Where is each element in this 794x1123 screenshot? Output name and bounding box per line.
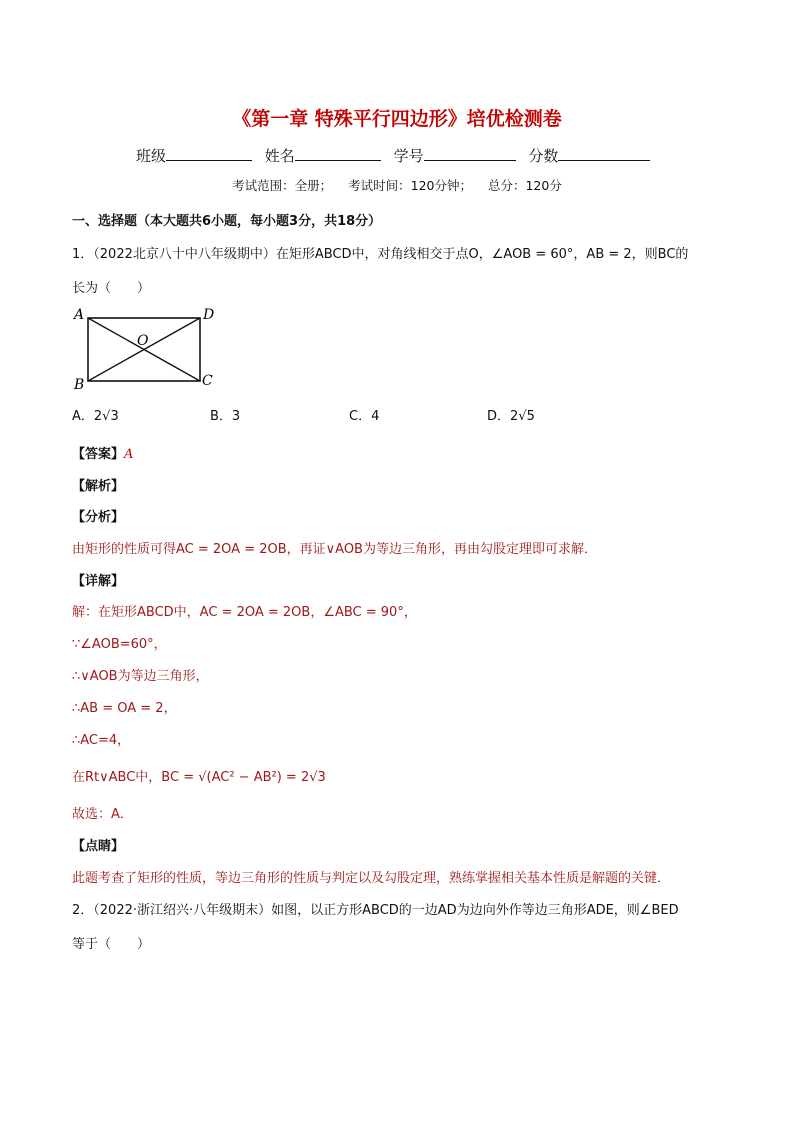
option-a[interactable] xyxy=(72,405,119,424)
question-2-stem-line-1: 2．（2022·浙江绍兴·八年级期末）如图，以正方形ABCD的一边AD为边向外作等边三角形ADE，则∠BED xyxy=(72,903,679,918)
exam-time: 考试时间：120分钟； xyxy=(348,178,472,193)
option-c-value: 4 xyxy=(371,409,380,424)
class-label: 班级 xyxy=(136,147,167,165)
question-1-stem-line-2: 长为（ ） xyxy=(72,281,151,296)
vertex-label-c: C xyxy=(202,373,213,389)
detail-line-1: 解：在矩形ABCD中，AC = 2OA = 2OB，∠ABC = 90°， xyxy=(72,605,417,620)
answer-value: A xyxy=(124,447,134,462)
score-label: 分数 xyxy=(528,147,559,165)
analysis-tag: 【解析】 xyxy=(72,479,125,494)
page-title: 《第一章 特殊平行四边形》培优检测卷 xyxy=(232,108,562,130)
option-d[interactable] xyxy=(487,405,535,424)
detail-line-6: 在Rt∨ABC中，BC = √(AC² − AB²) = 2√3 xyxy=(72,770,326,785)
class-blank[interactable] xyxy=(166,146,252,161)
name-blank[interactable] xyxy=(295,146,381,161)
student-info-row xyxy=(136,145,658,166)
comment-tag: 【点睛】 xyxy=(72,839,125,854)
answer-line xyxy=(72,443,133,462)
vertex-label-b: B xyxy=(74,377,85,390)
score-blank[interactable] xyxy=(558,146,650,161)
detail-line-7: 故选：A． xyxy=(72,807,133,822)
detail-line-4: ∴AB = OA = 2， xyxy=(72,701,177,716)
fenxi-text: 由矩形的性质可得AC = 2OA = 2OB，再证∨AOB为等边三角形，再由勾股定理即可求解． xyxy=(72,542,597,557)
option-c-letter: C． xyxy=(349,409,372,424)
rectangle-figure xyxy=(72,305,232,390)
student-id-blank[interactable] xyxy=(424,146,516,161)
section-heading: 一、选择题（本大题共6小题，每小题3分，共18分） xyxy=(72,214,382,229)
option-b-letter: B． xyxy=(210,409,232,424)
question-2-stem-line-2: 等于（ ） xyxy=(72,937,151,952)
center-label-o: O xyxy=(137,333,149,349)
exam-meta xyxy=(0,176,794,194)
option-a-value: 2√3 xyxy=(93,409,119,424)
option-c[interactable] xyxy=(349,405,379,424)
exam-range: 考试范围：全册； xyxy=(232,178,333,193)
option-b[interactable] xyxy=(210,405,240,424)
detail-line-2: ∵∠AOB=60°， xyxy=(72,637,167,652)
student-id-label: 学号 xyxy=(393,147,424,165)
option-a-letter: A． xyxy=(72,409,94,424)
detail-line-3: ∴∨AOB为等边三角形， xyxy=(72,669,209,684)
detail-tag: 【详解】 xyxy=(72,574,125,589)
option-d-value: 2√5 xyxy=(510,409,535,424)
fenxi-tag: 【分析】 xyxy=(72,510,125,525)
exam-total: 总分：120分 xyxy=(487,178,562,193)
vertex-label-a: A xyxy=(74,307,85,323)
name-label: 姓名 xyxy=(264,147,295,165)
question-1-stem-line-1: 1．（2022北京八十中八年级期中）在矩形ABCD中，对角线相交于点O，∠AOB = 60°，AB = 2，则BC的 xyxy=(72,247,689,262)
option-b-value: 3 xyxy=(231,409,241,424)
comment-text: 此题考查了矩形的性质，等边三角形的性质与判定以及勾股定理，熟练掌握相关基本性质是解题的关键． xyxy=(72,871,671,886)
vertex-label-d: D xyxy=(203,307,215,323)
detail-line-5: ∴AC=4， xyxy=(72,733,131,748)
option-d-letter: D． xyxy=(487,409,511,424)
answer-tag: 【答案】 xyxy=(72,447,125,462)
